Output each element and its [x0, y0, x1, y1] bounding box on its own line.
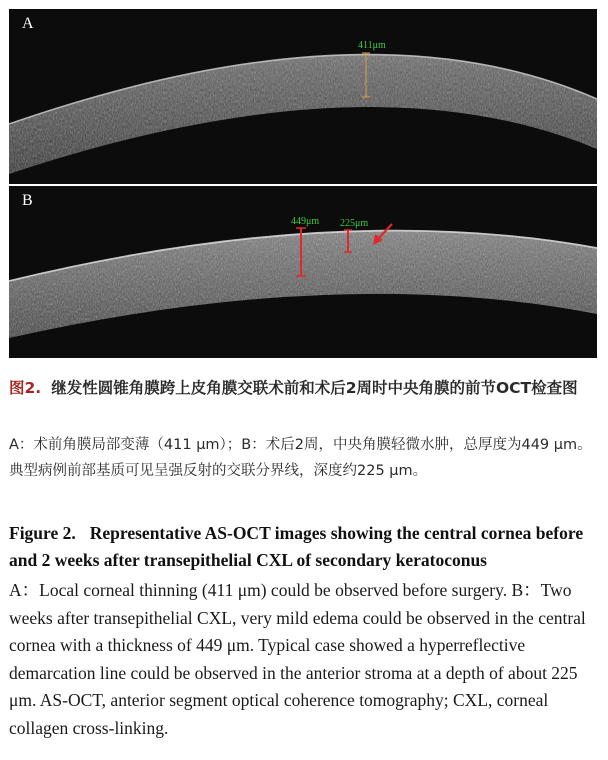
oct-image-b [9, 186, 597, 358]
caption-cn-figure-number: 图2. [9, 379, 42, 397]
measure-label-b2: 225μm [340, 218, 369, 229]
caption-en-title-text: Representative AS-OCT images showing the central cornea before and 2 weeks after transepithelial CXL of secondary keratoconus [9, 523, 584, 570]
caption-en-body: A：Local corneal thinning (411 μm) could be observed before surgery. B：Two weeks after transepithelial CXL, very mild edema could be observed in the central cornea with a thickness of 449 μm. Typical case showed a hyperreflective demarcation line could be observed in the anterior stroma at a depth of about 225 μm. AS-OCT, anterior segment optical coherence tomography; CXL, corneal collagen cross-linking. [9, 580, 586, 738]
measure-label-a: 411μm [358, 40, 386, 51]
oct-scan-b [9, 186, 597, 358]
panel-label-b: B [22, 192, 33, 209]
panel-label-a: A [22, 15, 34, 32]
caption-en-figure-number: Figure 2. [9, 523, 76, 543]
oct-image-a [9, 9, 597, 184]
caption-en-title [9, 520, 601, 574]
caption-cn-title-text: 继发性圆锥角膜跨上皮角膜交联术前和术后2周时中央角膜的前节OCT检查图 [51, 379, 578, 397]
oct-scan-a [9, 9, 597, 184]
caption-cn-body: A：术前角膜局部变薄（411 μm）；B：术后2周，中央角膜轻微水肿，总厚度为449 μm。典型病例前部基质可见呈强反射的交联分界线，深度约225 μm。 [9, 437, 592, 479]
caption-cn-title [9, 376, 601, 401]
measure-label-b1: 449μm [291, 216, 320, 227]
